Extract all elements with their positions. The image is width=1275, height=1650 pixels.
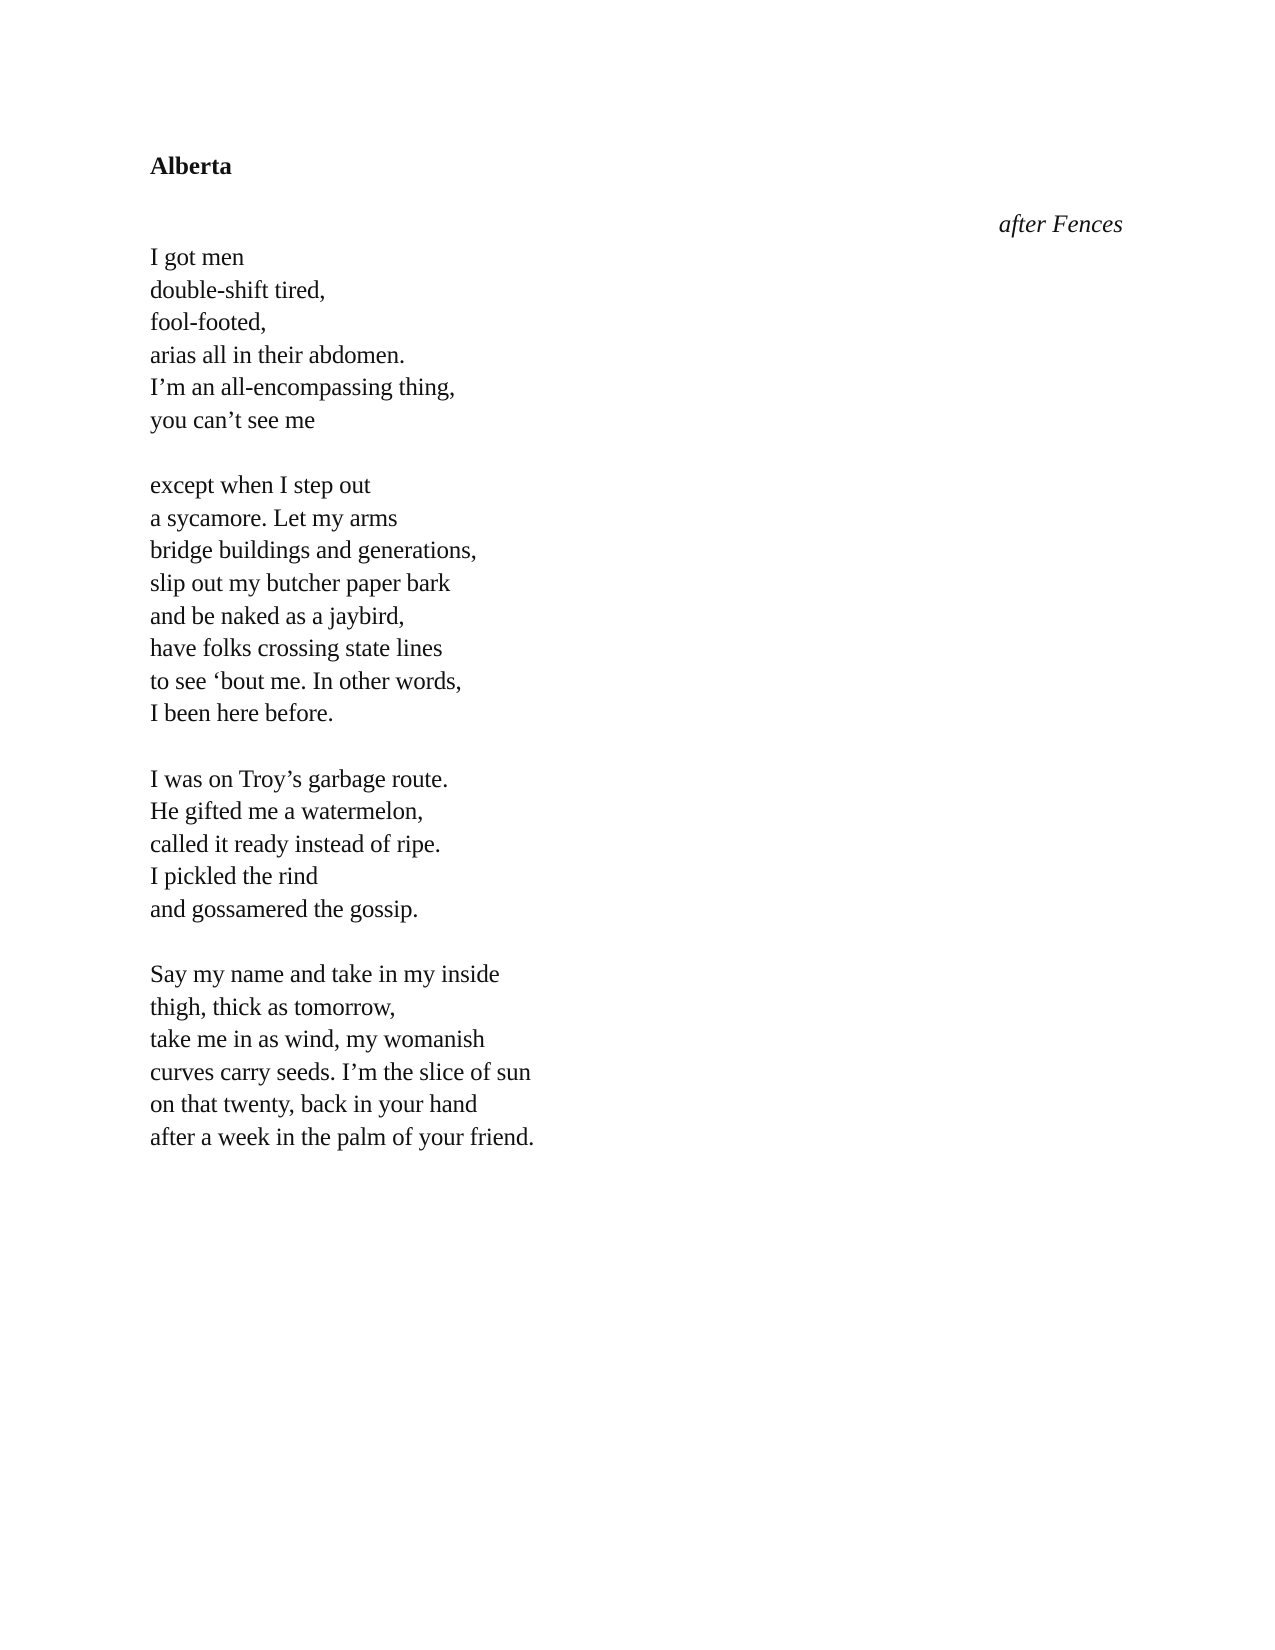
poem-line: a sycamore. Let my arms: [150, 504, 398, 532]
poem-line: double-shift tired,: [150, 276, 326, 304]
poem-line: and be naked as a jaybird,: [150, 602, 405, 630]
poem-line: curves carry seeds. I’m the slice of sun: [150, 1058, 531, 1086]
poem-line: except when I step out: [150, 472, 371, 500]
stanza: [150, 959, 850, 1155]
poem-line: slip out my butcher paper bark: [150, 569, 451, 597]
poem-line: take me in as wind, my womanish: [150, 1026, 485, 1054]
poem-line: on that twenty, back in your hand: [150, 1091, 478, 1119]
poem-line: fool-footed,: [150, 309, 267, 337]
poem-epigraph: after Fences: [998, 211, 1123, 238]
poem-line: I been here before.: [150, 700, 334, 728]
poem-line: Say my name and take in my inside: [150, 961, 500, 989]
poem-line: have folks crossing state lines: [150, 635, 443, 663]
poem-body: [150, 242, 850, 1187]
poem-line: after a week in the palm of your friend.: [150, 1124, 535, 1152]
poem-line: I got men: [150, 244, 245, 271]
poem-line: He gifted me a watermelon,: [150, 798, 424, 826]
stanza: [150, 764, 850, 927]
poem-line: I was on Troy’s garbage route.: [150, 765, 449, 793]
poem-line: I’m an all-encompassing thing,: [150, 374, 456, 402]
poem-line: I pickled the rind: [150, 863, 318, 891]
poem-line: bridge buildings and generations,: [150, 537, 477, 565]
poem-line: arias all in their abdomen.: [150, 341, 405, 369]
poem-title: Alberta: [150, 153, 232, 180]
poem-line: to see ‘bout me. In other words,: [150, 667, 462, 695]
poem-line: thigh, thick as tomorrow,: [150, 993, 396, 1021]
stanza: [150, 470, 850, 731]
poem-line: you can’t see me: [150, 406, 316, 434]
stanza: [150, 242, 850, 438]
poem-line: and gossamered the gossip.: [150, 895, 419, 923]
poem-line: called it ready instead of ripe.: [150, 830, 441, 858]
